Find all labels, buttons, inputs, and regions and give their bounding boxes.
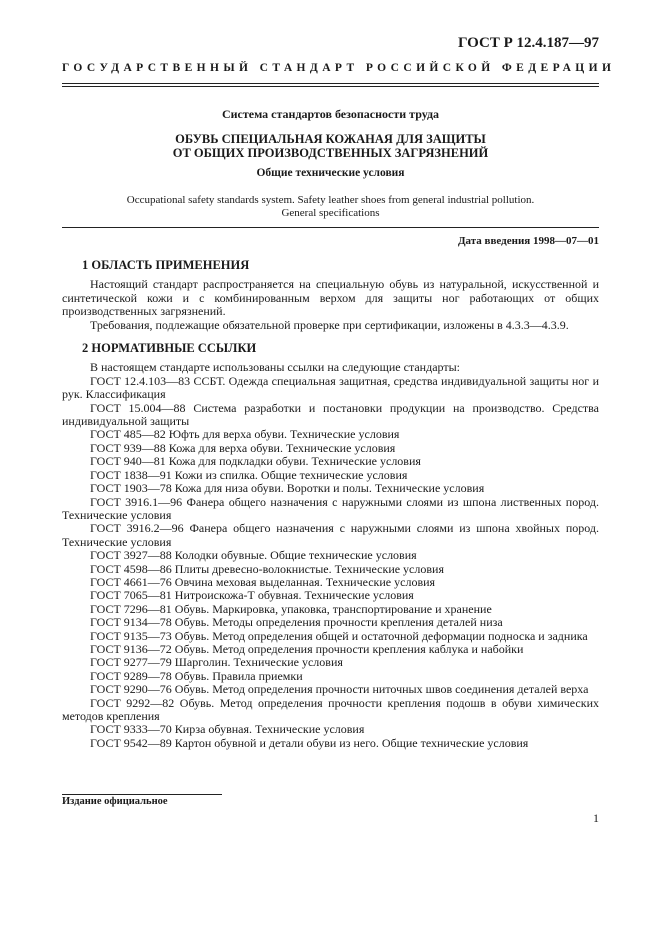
section-normative-references	[62, 342, 599, 750]
reference-item: ГОСТ 485—82 Юфть для верха обуви. Технические условия	[90, 427, 400, 442]
reference-item: ГОСТ 4598—86 Плиты древесно-волокнистые. Технические условия	[90, 561, 444, 576]
document-body	[62, 259, 599, 750]
official-edition-label: Издание официальное	[62, 796, 168, 807]
english-title	[62, 194, 599, 219]
references-intro: В настоящем стандарте использованы ссылки на следующие стандарты:	[90, 360, 461, 375]
standard-code: ГОСТ Р 12.4.187—97	[457, 35, 599, 51]
title-divider	[62, 227, 599, 228]
reference-item: ГОСТ 7065—81 Нитроискожа-Т обувная. Технические условия	[90, 588, 414, 603]
system-title: Система стандартов безопасности труда	[221, 107, 440, 121]
introduction-date: Дата введения 1998—07—01	[457, 235, 599, 247]
reference-list	[62, 375, 599, 750]
reference-item: ГОСТ 15.004—88 Система разработки и постановки продукции на производство. Средства индивидуальной защиты	[62, 400, 599, 429]
reference-item: ГОСТ 1838—91 Кожи из спилка. Общие технические условия	[90, 467, 408, 482]
reference-item: ГОСТ 9135—73 Обувь. Метод определения общей и остаточной деформации подноска и задника	[90, 628, 588, 643]
section-2-heading: 2 НОРМАТИВНЫЕ ССЫЛКИ	[82, 341, 257, 356]
section-1-heading: 1 ОБЛАСТЬ ПРИМЕНЕНИЯ	[82, 258, 250, 272]
document-subtitle: Общие технические условия	[256, 167, 405, 179]
reference-item: ГОСТ 939—88 Кожа для верха обуви. Технические условия	[90, 440, 396, 455]
page-number: 1	[593, 811, 599, 825]
scope-paragraph-2: Требования, подлежащие обязательной проверке при сертификации, изложены в 4.3.3—4.3.9.	[90, 317, 569, 332]
document-title-line-1: ОБУВЬ СПЕЦИАЛЬНАЯ КОЖАНАЯ ДЛЯ ЗАЩИТЫ	[175, 132, 486, 146]
reference-item: ГОСТ 9136—72 Обувь. Метод определения прочности крепления каблука и набойки	[90, 641, 524, 656]
document-title-line-2: ОТ ОБЩИХ ПРОИЗВОДСТВЕННЫХ ЗАГРЯЗНЕНИЙ	[172, 146, 489, 160]
reference-item: ГОСТ 9542—89 Картон обувной и детали обуви из него. Общие технические условия	[90, 735, 529, 750]
reference-item: ГОСТ 9292—82 Обувь. Метод определения прочности крепления подошв в обуви химических методов крепления	[62, 695, 599, 723]
reference-item: ГОСТ 3916.2—96 Фанера общего назначения с наружными слоями из шпона хвойных пород. Технические условия	[62, 521, 599, 549]
state-standard-banner: ГОСУДАРСТВЕННЫЙ СТАНДАРТ РОССИЙСКОЙ ФЕДЕРАЦИИ	[62, 62, 599, 84]
reference-item: ГОСТ 9277—79 Шарголин. Технические условия	[90, 655, 343, 670]
reference-item: ГОСТ 9134—78 Обувь. Методы определения прочности крепления деталей низа	[90, 615, 503, 630]
reference-item: ГОСТ 940—81 Кожа для подкладки обуви. Технические условия	[90, 454, 421, 469]
reference-item: ГОСТ 3916.1—96 Фанера общего назначения с наружными слоями из шпона лиственных пород. Технические условия	[62, 494, 599, 522]
reference-item: ГОСТ 9333—70 Кирза обувная. Технические условия	[90, 722, 365, 737]
reference-item: ГОСТ 12.4.103—83 ССБТ. Одежда специальная защитная, средства индивидуальной защиты ног и рук. Классификация	[62, 373, 599, 402]
reference-item: ГОСТ 9289—78 Обувь. Правила приемки	[90, 668, 303, 683]
english-title-line-2: General specifications	[281, 206, 380, 219]
scope-paragraph-1: Настоящий стандарт распространяется на специальную обувь из натуральной, искусственной и синтетической кожи и с комбинированным верхом для защиты ног работающих от общих производственных загрязнений.	[62, 277, 599, 319]
english-title-line-1: Occupational safety standards system. Safety leather shoes from general industrial pollution.	[126, 194, 535, 206]
document-title	[62, 132, 599, 160]
section-scope	[62, 259, 599, 332]
reference-item: ГОСТ 7296—81 Обувь. Маркировка, упаковка, транспортирование и хранение	[90, 601, 492, 616]
reference-item: ГОСТ 1903—78 Кожа для низа обуви. Воротки и полы. Технические условия	[90, 481, 485, 496]
reference-item: ГОСТ 9290—76 Обувь. Метод определения прочности ниточных швов соединения деталей верха	[90, 682, 589, 697]
reference-item: ГОСТ 4661—76 Овчина меховая выделанная. Технические условия	[90, 574, 436, 589]
reference-item: ГОСТ 3927—88 Колодки обувные. Общие технические условия	[90, 548, 417, 563]
